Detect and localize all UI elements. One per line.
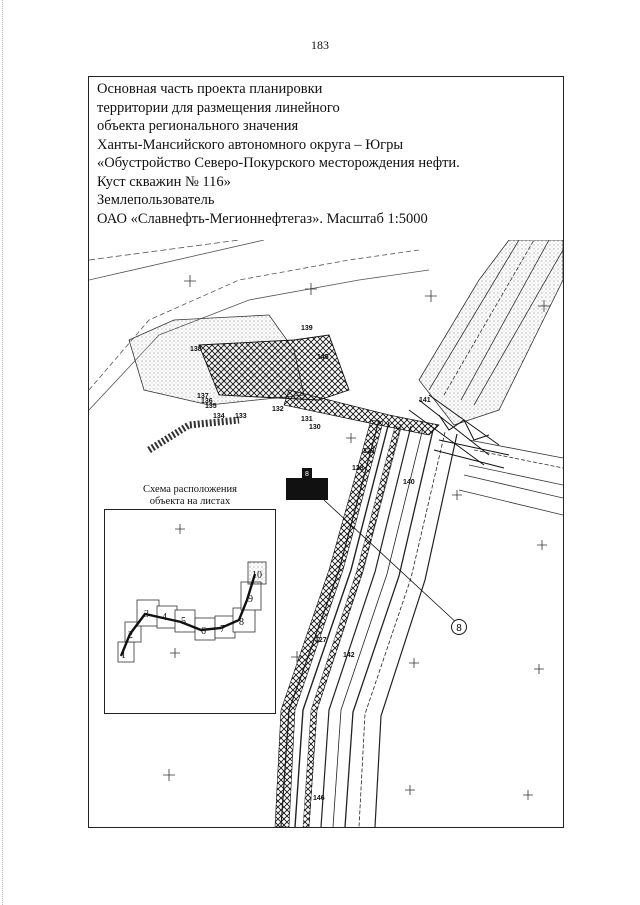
point-label: 137 [197,393,209,400]
sheet-number: 5 [181,616,186,627]
scan-edge-artifact [2,0,4,905]
title-line: Землепользователь [97,192,215,208]
point-label: 131 [301,416,313,423]
point-label: 133 [235,413,247,420]
sheet-number: 9 [248,594,253,605]
point-label: 138 [190,346,202,353]
sheet-number: 7 [220,624,225,635]
title-line: объекта регионального значения [97,118,299,134]
title-line: «Обустройство Северо-Покурского месторождения нефти. [97,155,460,171]
point-label: 136 [201,398,213,405]
sheet-number: 8 [239,617,244,628]
point-label: 140 [403,479,415,486]
sheet-number: 4 [162,612,167,623]
point-label: 128 [352,465,364,472]
grid-cross [175,524,185,534]
hatched-pipeline-on-pad [199,335,349,400]
point-label: 130 [309,424,321,431]
legend-box-label: 8 [305,471,309,478]
point-label: 132 [272,406,284,413]
point-label: 135 [205,403,217,410]
point-label: 134 [213,413,225,420]
title-line: ОАО «Славнефть-Мегионнефтегаз». Масштаб 1:5000 [97,210,428,227]
title-line: Основная часть проекта планировки [97,81,323,97]
east-corridor [459,440,563,515]
inset-title-line: Схема расположения [143,484,237,495]
inset-title-line: объекта на листах [149,496,231,507]
point-label: 141 [419,397,431,404]
map-title-block [97,80,557,228]
title-line: территории для размещения линейного [97,99,340,116]
sheet-callout-number: 8 [456,623,462,634]
title-line: Ханты-Мансийского автономного округа – Югры [97,136,404,153]
point-label: 145 [317,354,329,361]
inset-title [104,484,276,508]
point-label: 146 [313,795,325,802]
sheet-layout-inset [104,509,276,714]
sheet-number: 1 [121,650,126,661]
point-label: 142 [343,652,355,659]
point-label: 129 [363,448,375,455]
legend-box [286,478,328,500]
point-label: 127 [315,637,327,644]
sheet-number: 6 [201,626,206,637]
point-label: 139 [301,325,313,332]
sheet-layout-diagram [105,510,275,713]
pad-access-road [149,420,239,450]
sheet-number: 10 [252,570,262,581]
northeast-corridor [419,240,563,425]
grid-cross [170,648,180,658]
page-number: 183 [311,38,329,52]
sheet-number: 2 [128,630,133,641]
sheet-number: 3 [144,609,149,620]
pad-to-corridor-link [284,390,439,435]
title-line: Куст скважин № 116» [97,173,231,190]
